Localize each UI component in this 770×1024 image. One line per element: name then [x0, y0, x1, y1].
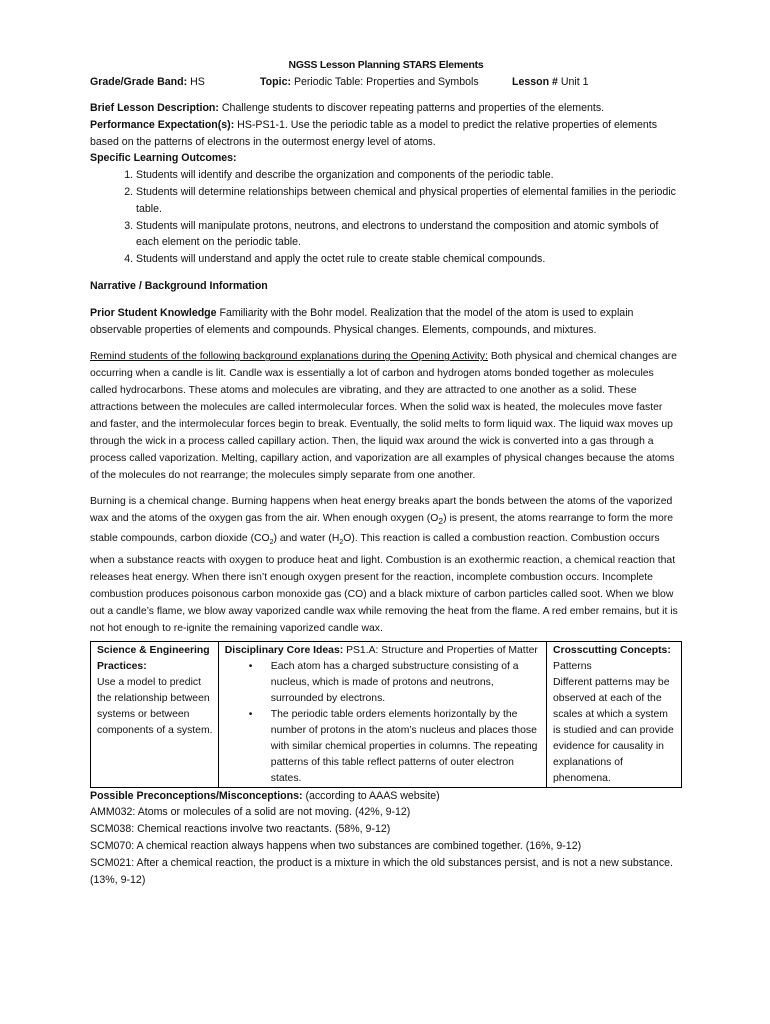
list-item: • The periodic table orders elements horizontally by the number of protons in the atom’s nucleus and places those with similar chemical properties in columns. The repeating patterns of this table reflect patterns of outer electron states. [271, 707, 542, 787]
prior-knowledge: Prior Student Knowledge Familiarity with the Bohr model. Realization that the model of the atom is used to explain observable properties of elements and compounds. Physical changes. Elements, compounds, and mixtures. [90, 306, 634, 336]
narrative-heading: Narrative / Background Information [90, 279, 268, 292]
list-item: • Each atom has a charged substructure consisting of a nucleus, which is made of protons and neutrons, surrounded by electrons. [271, 659, 542, 707]
list-item: SCM070: A chemical reaction always happens when two substances are combined together. (16%, 9-12) [90, 839, 582, 852]
document-page [90, 58, 682, 888]
remind-paragraph: Remind students of the following background explanations during the Opening Activity: Both physical and chemical changes are occurring when a candle is lit. Candle wax is essentially a lot of carbon and hydrogen atoms bonded together as molecules called hydrocarbons. These atoms and molecules are vibrating, and they are attracted to one another as a solid. These attractions between the molecules are called intermolecular forces. When the solid wax is heated, the molecules move faster and faster, and the intermolecular forces begin to break. Eventually, the solid melts to form liquid wax. The liquid wax moves up through the wick in a process called capillary action. Then, the liquid wax around the wick is converted into a gas through a process called vaporization. Melting, capillary action, and vaporization are all examples of physical changes because the atoms of the molecules do not rearrange; the molecules simply separate from one another. [90, 351, 677, 482]
grade-band: Grade/Grade Band: HS [90, 76, 205, 88]
crosscutting-text: Different patterns may be observed at each of the scales at which a system is studied and can provide evidence for causality in explanations of phenomena. [553, 676, 674, 784]
list-item: 4. Students will understand and apply the octet rule to create stable chemical compounds. [136, 251, 682, 268]
list-item: AMM032: Atoms or molecules of a solid are not moving. (42%, 9-12) [90, 806, 411, 819]
list-item: SCM021: After a chemical reaction, the product is a mixture in which the old substances persist, and is not a new substance. (13%, 9-12) [90, 856, 673, 886]
standards-table [90, 641, 682, 788]
core-ideas-list [225, 659, 542, 787]
core-ideas-label: Disciplinary Core Ideas: [224, 644, 344, 656]
outcomes-list [90, 167, 682, 268]
crosscutting-label: Crosscutting Concepts: [553, 644, 671, 656]
crosscutting-sub: Patterns [553, 660, 592, 672]
list-item: 2. Students will determine relationships between chemical and physical properties of elemental families in the periodic table. [136, 184, 682, 218]
preconceptions-heading: Possible Preconceptions/Misconceptions: (according to AAAS website) [90, 789, 440, 802]
outcomes-heading: Specific Learning Outcomes: [90, 152, 237, 165]
performance-expectation: Performance Expectation(s): HS-PS1-1. Use the periodic table as a model to predict the relative properties of elements based on the patterns of electrons in the outermost energy level of atoms. [90, 118, 658, 148]
crosscutting-cell [547, 641, 682, 787]
burning-paragraph: Burning is a chemical change. Burning happens when heat energy breaks apart the bonds between the atoms of the vaporized wax and the atoms of the oxygen gas from the air. When enough oxygen $(O_2)$ is present, the atoms rearrange to form the more stable compounds, carbon dioxide $(CO_2)$ and water $(H_2O)$. This reaction is called a combustion reaction. Combustion occurs when a substance reacts with oxygen to produce heat and light. Combustion is an exothermic reaction, a chemical reaction that releases heat energy. When there isn’t enough oxygen present for the reaction, incomplete combustion occurs. Incomplete combustion produces poisonous carbon monoxide gas (CO) and a black mixture of carbon particles called soot. When we blow out a candle’s flame, we blow away vaporized candle wax while removing the heat from the flame. A red ember remains, but it is not hot enough to re-ignite the remaining vaporized candle wax. [90, 496, 678, 634]
core-ideas-cell: Disciplinary Core Ideas: PS1.A: Structure and Properties of Matter • Each atom has a charged substructure consisting of a nucleus, which is made of protons and neutrons, surrounded by electrons. • The periodic table orders elements horizontally by the number of protons in the atom’s nucleus and places those with similar chemical properties in columns. The repeating patterns of this table reflect patterns of outer electron states. [218, 641, 546, 787]
topic: Topic: Periodic Table: Properties and Symbols [260, 76, 479, 88]
list-item: 3. Students will manipulate protons, neutrons, and electrons to understand the composition and atomic symbols of each element on the periodic table. [136, 218, 682, 252]
lesson-header [90, 74, 682, 92]
practices-cell [91, 641, 219, 787]
practices-text: Use a model to predict the relationship between systems or between components of a system. [97, 676, 213, 736]
list-item: SCM038: Chemical reactions involve two reactants. (58%, 9-12) [90, 823, 391, 836]
brief-description: Brief Lesson Description: Challenge students to discover repeating patterns and properties of the elements. [90, 102, 605, 114]
list-item: 1. Students will identify and describe the organization and components of the periodic table. [136, 167, 682, 184]
document-title: NGSS Lesson Planning STARS Elements [288, 60, 484, 71]
lesson-number: Lesson # Unit 1 [512, 76, 589, 88]
practices-label: Science & Engineering Practices: [97, 644, 210, 672]
